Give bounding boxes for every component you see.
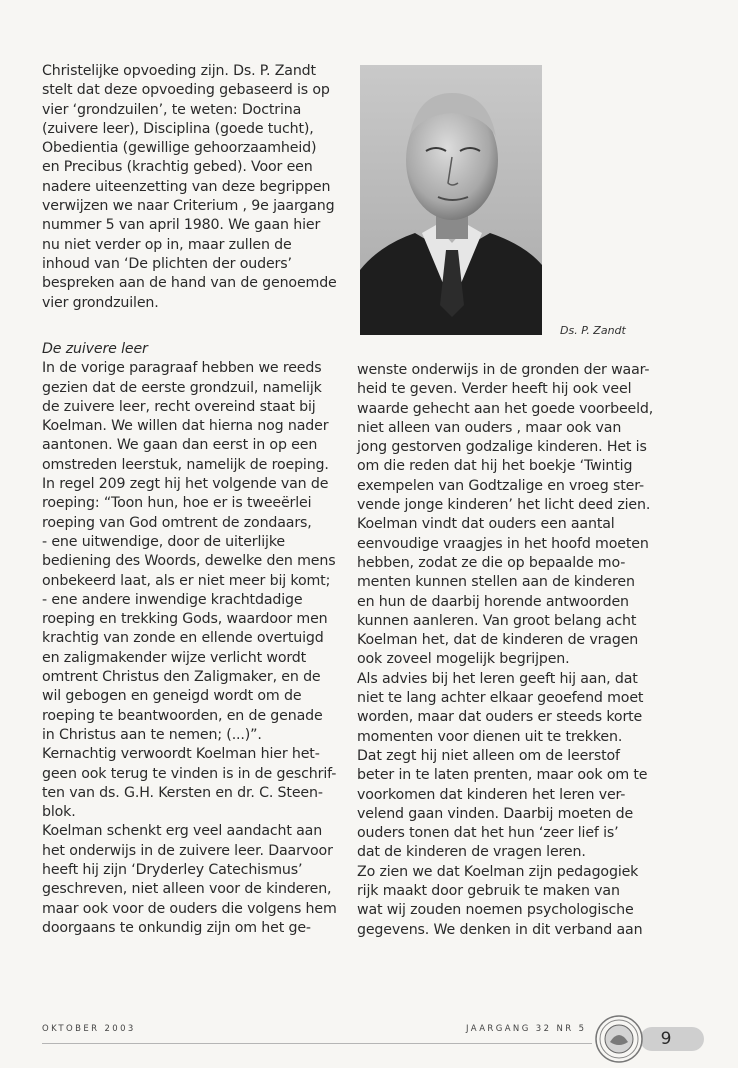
text-line: inhoud van ‘De plichten der ouders’ [42,255,292,272]
text-line: (zuivere leer), Disciplina (goede tucht), [42,120,314,137]
text-line: Koelman het, dat de kinderen de vragen [357,632,639,649]
text-line: bediening des Woords, dewelke den mens [42,553,336,570]
left-column [42,340,352,938]
text-line: om die reden dat hij het boekje ‘Twintig [357,458,633,475]
text-line: Koelman vindt dat ouders een aantal [357,516,615,533]
section-heading: De zuivere leer [42,341,148,357]
portrait-photo [360,65,542,335]
text-line: vende jonge kinderen’ het licht deed zien. [357,497,651,514]
text-line: beter in te laten prenten, maar ook om te [357,767,648,784]
text-line: en Precibus (krachtig gebed). Voor een [42,159,313,176]
text-line: Als advies bij het leren geeft hij aan, dat [357,670,638,687]
text-line: roeping van God omtrent de zondaars, [42,514,312,531]
text-line: heid te geven. Verder heeft hij ook veel [357,381,632,398]
text-line: - ene uitwendige, door de uiterlijke [42,533,285,550]
right-column [357,361,677,940]
text-line: Zo zien we dat Koelman zijn pedagogiek [357,863,639,880]
text-line: dat de kinderen de vragen leren. [357,844,586,861]
text-line: verwijzen we naar Criterium , 9e jaargang [42,198,335,215]
text-line: bespreken aan de hand van de genoemde [42,275,337,292]
left-column-body [42,359,352,938]
text-line: menten kunnen stellen aan de kinderen [357,574,635,591]
text-line: maar ook voor de ouders die volgens hem [42,900,337,917]
text-line: krachtig van zonde en ellende overtuigd [42,630,324,647]
text-line: niet te lang achter elkaar geoefend moet [357,690,644,707]
text-line: roeping en trekking Gods, waardoor men [42,611,328,628]
text-line: en zaligmakender wijze verlicht wordt [42,649,307,666]
text-line: wat wij zouden noemen psychologische [357,902,634,919]
text-line: momenten voor dienen uit te trekken. [357,728,623,745]
text-line: ten van ds. G.H. Kersten en dr. C. Steen- [42,784,323,801]
text-line: de zuivere leer, recht overeind staat bij [42,398,316,415]
text-line: roeping: “Toon hun, hoe er is tweeërlei [42,495,312,512]
text-line: kunnen aanleren. Van groot belang acht [357,612,637,629]
text-line: rijk maakt door gebruik te maken van [357,883,620,900]
text-line: geen ook terug te vinden is in de geschrif- [42,765,337,782]
text-line: exempelen van Godtzalige en vroeg ster- [357,477,644,494]
footer-volume: JAARGANG 32 NR 5 [466,1024,587,1034]
text-line: nummer 5 van april 1980. We gaan hier [42,217,321,234]
text-line: eenvoudige vraagjes in het hoofd moeten [357,535,649,552]
text-line: wil gebogen en geneigd wordt om de [42,688,302,705]
text-line: nu niet verder op in, maar zullen de [42,236,292,253]
text-line: heeft hij zijn ‘Dryderley Catechismus’ [42,862,303,879]
text-line: in Christus aan te nemen; (...)”. [42,726,262,743]
text-line: ouders tonen dat het hun ‘zeer lief is’ [357,825,619,842]
photo-caption: Ds. P. Zandt [560,324,626,337]
text-line: Christelijke opvoeding zijn. Ds. P. Zandt [42,63,316,79]
text-line: wenste onderwijs in de gronden der waar- [357,362,650,378]
text-line: Kernachtig verwoordt Koelman hier het- [42,746,320,763]
text-line: waarde gehecht aan het goede voorbeeld, [357,400,654,417]
text-line: vier ‘grondzuilen’, te weten: Doctrina [42,101,302,118]
text-line: het onderwijs in de zuivere leer. Daarvoor [42,842,333,859]
text-line: velend gaan vinden. Daarbij moeten de [357,805,634,822]
text-line: ook zoveel mogelijk begrijpen. [357,651,570,668]
text-line: Obedientia (gewillige gehoorzaamheid) [42,140,317,157]
text-line: hebben, zodat ze die op bepaalde mo- [357,554,626,571]
text-line: gegevens. We denken in dit verband aan [357,921,643,938]
text-line: stelt dat deze opvoeding gebaseerd is op [42,82,330,99]
footer-rule [42,1043,592,1044]
text-line: jong gestorven godzalige kinderen. Het is [357,439,647,456]
text-line: In regel 209 zegt hij het volgende van de [42,476,329,493]
intro-paragraph [42,62,352,313]
text-line: doorgaans te onkundig zijn om het ge- [42,919,311,936]
text-line: omstreden leerstuk, namelijk de roeping. [42,456,329,473]
text-line: gezien dat de eerste grondzuil, namelijk [42,379,322,396]
portrait-image [360,65,542,335]
text-line: In de vorige paragraaf hebben we reeds [42,360,322,377]
footer-issue-date: OKTOBER 2003 [42,1024,136,1034]
page-number: 9 [660,1029,672,1049]
text-line: blok. [42,804,76,821]
text-line: Dat zegt hij niet alleen om de leerstof [357,747,620,764]
text-line: omtrent Christus den Zaligmaker, en de [42,669,321,686]
text-line: - ene andere inwendige krachtdadige [42,591,303,608]
text-line: onbekeerd laat, als er niet meer bij komt; [42,572,331,589]
text-line: voorkomen dat kinderen het leren ver- [357,786,626,803]
text-line: nadere uiteenzetting van deze begrippen [42,178,331,195]
text-line: niet alleen van ouders , maar ook van [357,419,622,436]
text-line: roeping te beantwoorden, en de genade [42,707,323,724]
text-line: en hun de daarbij horende antwoorden [357,593,629,610]
text-line: aantonen. We gaan dan eerst in op een [42,437,318,454]
seal-logo-icon [594,1014,644,1064]
text-line: Koelman. We willen dat hierna nog nader [42,418,329,435]
text-line: geschreven, niet alleen voor de kinderen, [42,881,332,898]
text-line: Koelman schenkt erg veel aandacht aan [42,823,323,840]
text-line: worden, maar dat ouders er steeds korte [357,709,643,726]
text-line: vier grondzuilen. [42,294,159,311]
